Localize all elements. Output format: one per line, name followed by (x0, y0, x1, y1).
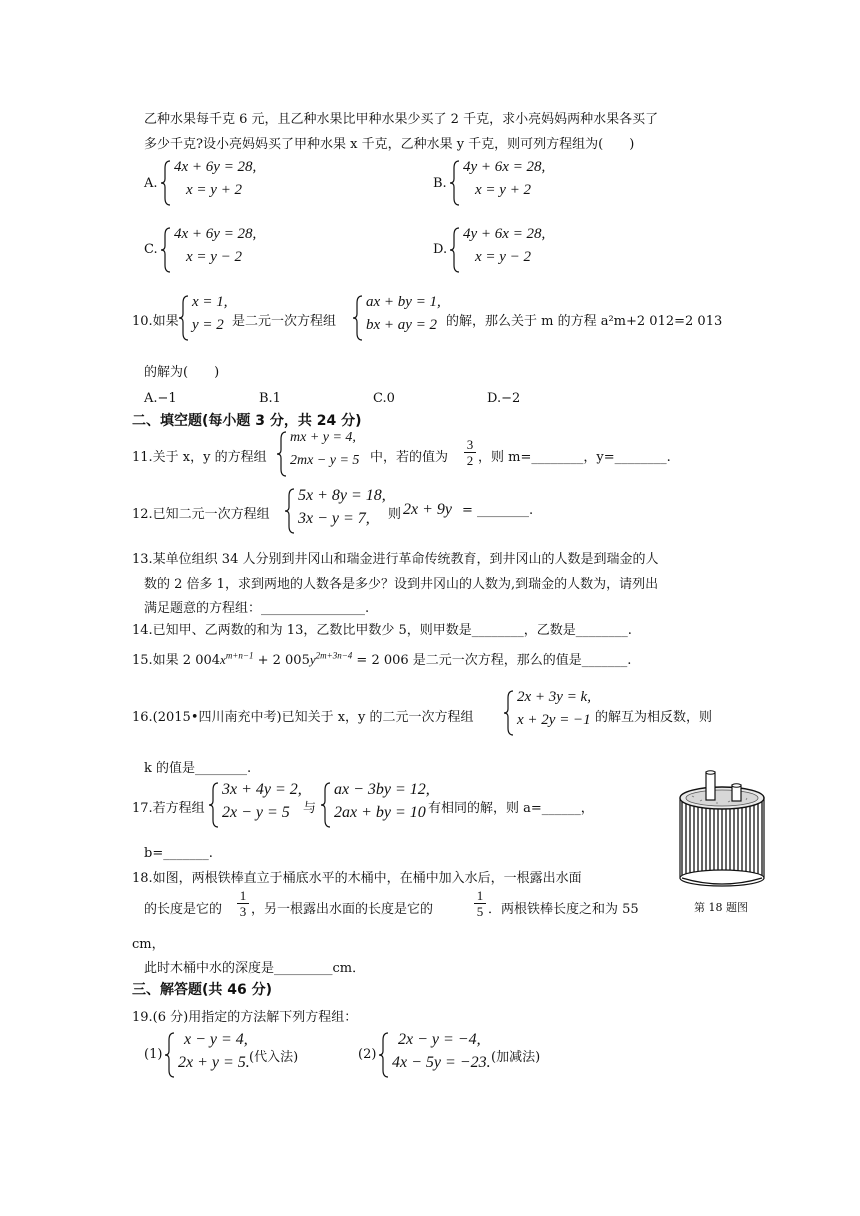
q18-fraction-1 (237, 888, 249, 919)
brace-icon (160, 160, 172, 206)
q15-equation (132, 649, 631, 668)
q12-eq1: 5x + 8y = 18, (298, 487, 386, 504)
q18-f1-den: 3 (239, 904, 247, 919)
q10-sys-eq2: bx + ay = 2 (366, 317, 438, 333)
q10-sol-x: x = 1, (192, 294, 228, 310)
q10-option-d: D.−2 (487, 391, 521, 406)
brace-icon (320, 782, 332, 828)
brace-icon (160, 227, 172, 273)
brace-icon (378, 1032, 390, 1078)
q17-a-eq1: 3x + 4y = 2, (222, 781, 302, 798)
q17-b-eq2: 2ax + by = 10 (334, 804, 426, 821)
q9-c-eq1: 4x + 6y = 28, (174, 226, 257, 242)
q9-option-a-label: A. (144, 176, 158, 191)
q19-part2-label: (2) (358, 1047, 377, 1062)
q19-part2-method: (加减法) (491, 1050, 541, 1065)
q19-part1-label: (1) (144, 1047, 163, 1062)
q18-f2-num: 1 (474, 888, 486, 904)
q12-expression: 2x + 9y (403, 501, 452, 518)
q19-p2-eq2: 4x − 5y = −23. (392, 1054, 491, 1071)
q11-eq2: 2mx − y = 5 (290, 453, 360, 468)
q16-suffix: 的解互为相反数，则 (595, 710, 713, 725)
q10-mid: 是二元一次方程组 (232, 314, 337, 329)
iron-rod-tall-icon (706, 771, 715, 800)
q17-mid: 与 (303, 801, 317, 816)
q11-frac-den: 2 (466, 453, 474, 468)
q10-option-a: A.−1 (144, 391, 177, 406)
q16-eq2: x + 2y = −1 (517, 712, 591, 728)
q14-text: 14.已知甲、乙两数的和为 13，乙数比甲数少 5，则甲数是________，乙数是________. (132, 623, 632, 638)
q17-suffix: 有相同的解，则 a=______， (428, 801, 594, 816)
q15-prefix: 15.如果 2 004 (132, 653, 221, 668)
q19-part1-method: (代入法) (249, 1050, 299, 1065)
brace-icon (164, 1032, 176, 1078)
brace-icon (449, 160, 461, 206)
q15-y: y (309, 652, 316, 667)
q18-figure-caption: 第 18 题图 (694, 901, 748, 914)
q10-line2: 的解为( ) (144, 365, 220, 380)
iron-rod-short-icon (732, 784, 741, 801)
q19-p1-eq1: x − y = 4, (184, 1031, 248, 1048)
q11-prefix: 11.关于 x，y 的方程组 (132, 450, 267, 465)
q9-d-eq1: 4y + 6x = 28, (463, 226, 546, 242)
q18-line2a: 的长度是它的 (144, 902, 223, 917)
q19-title: 19.(6 分)用指定的方法解下列方程组： (132, 1010, 358, 1025)
q9-a-eq2: x = y + 2 (186, 182, 243, 198)
q9-option-b-label: B. (433, 176, 447, 191)
brace-icon (208, 782, 220, 828)
brace-icon (276, 431, 288, 477)
q19-p2-eq1: 2x − y = −4, (398, 1031, 481, 1048)
q10-option-b: B.1 (259, 391, 281, 406)
brace-icon (503, 690, 515, 736)
q10-suffix: 的解，那么关于 m 的方程 a²m+2 012=2 013 (446, 314, 723, 329)
q18-f2-den: 5 (476, 904, 484, 919)
q12-prefix: 12.已知二元一次方程组 (132, 507, 270, 522)
q18-line3: cm， (132, 937, 165, 952)
q9-option-c-label: C. (144, 242, 158, 257)
section-2-heading: 二、填空题(每小题 3 分，共 24 分) (132, 413, 362, 429)
q15-y-exponent: 2m+3n−4 (315, 650, 353, 661)
section-3-heading: 三、解答题(共 46 分) (132, 982, 273, 998)
bucket-icon (680, 787, 764, 886)
q16-eq1: 2x + 3y = k, (517, 689, 591, 705)
q13-line3: 满足题意的方程组：________________. (144, 601, 370, 616)
q18-fraction-2 (474, 888, 486, 919)
q12-suffix: = ________. (462, 503, 534, 518)
q9-line1: 乙种水果每千克 6 元，且乙种水果比甲种水果少买了 2 千克，求小亮妈妈两种水果各买了 (144, 112, 659, 127)
q13-line2: 数的 2 倍多 1，求到两地的人数各是多少？设到井冈山的人数为,到瑞金的人数为，请列出 (144, 577, 659, 592)
q9-d-eq2: x = y − 2 (475, 249, 532, 265)
q9-a-eq1: 4x + 6y = 28, (174, 159, 257, 175)
q10-sys-eq1: ax + by = 1, (366, 294, 441, 310)
q18-line2c: ．两根铁棒长度之和为 55 (488, 902, 639, 917)
q18-line2b: ，另一根露出水面的长度是它的 (251, 902, 434, 917)
q19-p1-eq2: 2x + y = 5. (178, 1054, 250, 1071)
q13-line1: 13.某单位组织 34 人分别到井冈山和瑞金进行革命传统教育，到井冈山的人数是到瑞金的人 (132, 552, 659, 567)
q17-a-eq2: 2x − y = 5 (222, 804, 290, 821)
q11-suffix: ，则 m=________，y=________. (478, 450, 671, 465)
q17-prefix: 17.若方程组 (132, 801, 205, 816)
q15-x-exponent: m+n−1 (225, 650, 254, 661)
brace-icon (352, 295, 364, 341)
q16-prefix: 16.(2015•四川南充中考)已知关于 x，y 的二元一次方程组 (132, 710, 474, 725)
q11-mid: 中，若的值为 (370, 450, 449, 465)
q17-line2: b=_______. (144, 846, 213, 861)
q15-mid: + 2 005 (253, 653, 310, 668)
brace-icon (178, 295, 190, 341)
brace-icon (284, 488, 296, 534)
q9-b-eq1: 4y + 6x = 28, (463, 159, 546, 175)
q9-b-eq2: x = y + 2 (475, 182, 532, 198)
q12-mid: 则 (388, 507, 402, 522)
q11-eq1: mx + y = 4, (290, 430, 356, 445)
q18-line4: 此时木桶中水的深度是_________cm． (144, 961, 366, 976)
q18-f1-num: 1 (237, 888, 249, 904)
q12-eq2: 3x − y = 7, (298, 510, 370, 527)
q17-b-eq1: ax − 3by = 12, (334, 781, 430, 798)
q9-option-d-label: D. (433, 242, 448, 257)
q11-fraction (464, 437, 476, 468)
q16-line2: k 的值是________. (144, 761, 252, 776)
q9-c-eq2: x = y − 2 (186, 249, 243, 265)
q15-x: x (220, 652, 226, 667)
q9-line2: 多少千克?设小亮妈妈买了甲种水果 x 千克，乙种水果 y 千克，则可列方程组为( ) (144, 137, 635, 152)
q10-prefix: 10.如果 (132, 314, 179, 329)
wooden-bucket-figure (676, 770, 768, 892)
q18-line1: 18.如图，两根铁棒直立于桶底水平的木桶中，在桶中加入水后，一根露出水面 (132, 871, 582, 886)
q11-frac-num: 3 (464, 437, 476, 453)
brace-icon (449, 227, 461, 273)
q10-option-c: C.0 (373, 391, 395, 406)
q10-sol-y: y = 2 (192, 317, 224, 333)
q15-suffix: = 2 006 是二元一次方程，那么的值是_______. (352, 653, 632, 668)
